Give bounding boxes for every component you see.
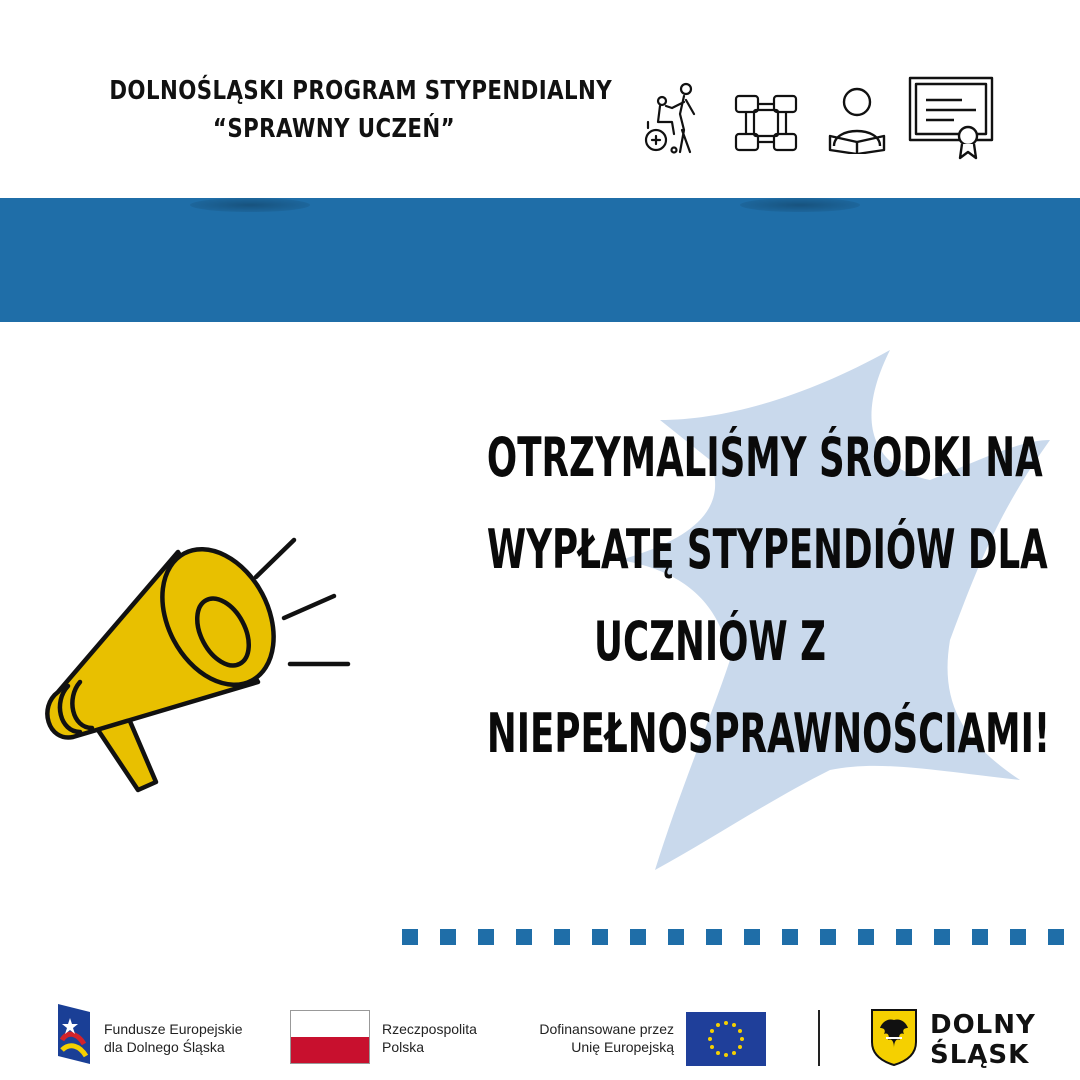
rp-line2: Polska (382, 1039, 425, 1055)
wheelchair-assist-icon (640, 80, 710, 160)
headline-line3: UCZNIÓW Z (594, 610, 826, 673)
program-title (109, 72, 613, 148)
program-title-line2: “SPRAWNY UCZEŃ” (212, 114, 456, 144)
header-icons (640, 70, 1010, 160)
teamwork-hands-icon (732, 90, 800, 156)
headline-line1: OTRZYMALIŚMY ŚRODKI NA (486, 426, 1043, 489)
ds-line2: ŚLĄSK (930, 1040, 1030, 1070)
reader-icon (826, 84, 888, 154)
fe-logo (54, 1000, 94, 1070)
rp-line1: Rzeczpospolita (382, 1021, 477, 1037)
dolny-slask-text (930, 1010, 1036, 1070)
program-title-line1: DOLNOŚLĄSKI PROGRAM STYPENDIALNY (109, 76, 613, 106)
polish-flag (290, 1010, 370, 1064)
headline-line2: WYPŁATĘ STYPENDIÓW DLA (486, 518, 1048, 581)
eu-line2: Unię Europejską (571, 1039, 674, 1055)
band-shadow-left (190, 198, 310, 212)
eu-flag (686, 1012, 766, 1066)
ds-line1: DOLNY (930, 1010, 1036, 1040)
fe-line1: Fundusze Europejskie (104, 1021, 243, 1037)
footer-separator (818, 1010, 820, 1066)
fe-text (104, 1020, 243, 1056)
certificate-icon (906, 74, 996, 160)
headline (372, 412, 1051, 780)
fe-line2: dla Dolnego Śląska (104, 1039, 225, 1055)
band-shadow-right (740, 198, 860, 212)
dotted-divider (402, 927, 1078, 945)
blue-band (0, 198, 1080, 322)
eu-text (510, 1020, 674, 1056)
headline-line4: NIEPEŁNOSPRAWNOŚCIAMI! (486, 702, 1051, 765)
megaphone-icon (28, 532, 358, 802)
rp-text (382, 1020, 477, 1056)
dolny-slask-crest-icon (870, 1008, 918, 1066)
eu-line1: Dofinansowane przez (539, 1021, 674, 1037)
